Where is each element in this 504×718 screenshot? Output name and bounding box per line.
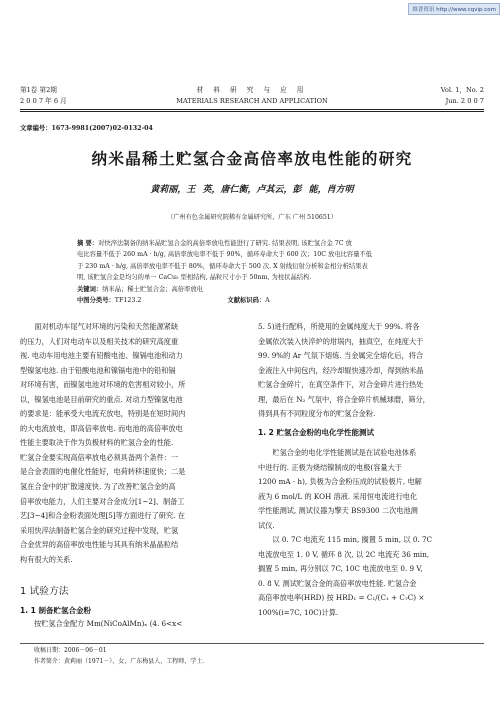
publication-date-label: 2 0 0 7 年 6 月: [20, 97, 67, 105]
abstract-line-3: 于 230 mA · h/g, 高倍率放电率不低于 80%，循环寿命大于 500 次. X 射线衍射分析和金相分析结果表: [77, 262, 368, 270]
test-paragraph: 贮氢合金的电化学性能测试是在试验电池体系 中进行的. 正极为烧结镍制成的电极(容量大于 1200 mA · h), 负极为合金粉压成的试验极片, 电解 液为 6 mol/L 的 KOH 溶液. 采用恒电流进行电化 学性能测试, 测试仪器为擎天 BS9300 二次电池测 试仪. 以 0. 7C 电流充 115 min, 搁置 5 min, 以 0. 7C 电流放电至 1. 0 V, 循环 8 次, 以 2C 电流充 36 min, 搁置 5 min, 再分别以 7C, 10C 电流放电至 0. 9 V, 0. 8 V, 测试贮氢合金的高倍率放电性能. 贮氢合金 高倍率放电率(HRD) 按 HRD₁ = C₁/(C₁ + C₇C) × 100%(i=7C, 10C)计算.: [258, 448, 433, 618]
section-1-heading: 1 试验方法: [20, 586, 69, 597]
intro-paragraph: 面对机动车尾气对环境的污染和天然能源紧缺 的压力，人们对电动车以及相关技术的研究高度重 视. 电动车用电池主要有铅酸电池、镍镉电池和动力 型镍氢电池. 由于铅酸电池和镍镉电池中的铅和镉 对环境有害，而镍氢电池对环境的危害相对较小，所 以，镍氢电池是目前研究的重点. 对动力型镍氢电池 的要求是：能承受大电流充放电，特别是在短时间内 的大电流放电，即高倍率放电. 而电池的高倍率放电 性能主要取决于作为负极材料的贮氢合金的性能. 贮氢合金要实现高倍率放电必须具备两个条件：一 是合金表面的电催化性能好，电荷转移速度快；二是 氢在合金中的扩散速度快. 为了改善贮氢合金的高 倍率放电能力，人们主要对合金成分[1~2]、制备工 艺[3~4]和合金粉表面处理[5]等方面进行了研究. 在 采用快淬法制备贮氢合金的研究过程中发现，贮氢 合金优异的高倍率放电性能与其具有纳米晶晶粒结 构有很大的关系.: [20, 322, 186, 564]
abstract-line-4: 明, 该贮氢合金是均匀的单一 CaCu₅ 型相结构, 晶粒尺寸小于 50nm, 为柱状晶结构.: [77, 274, 312, 282]
footnote-author-bio: 作者简介：黄莉丽（1971－），女，广东梅县人，工程师，学士.: [34, 658, 205, 665]
keywords-label: 关键词：: [77, 285, 103, 293]
volume-issue-label: 第1卷 第2期: [20, 86, 57, 94]
author-list: 黄莉丽，王 英，唐仁衡，卢其云，彭 能，肖方明: [150, 185, 354, 195]
abstract-line-1: 摘 要：对快淬法制备的纳米晶贮氢合金的高倍率放电性能进行了研究. 结果表明, 该贮氢合金 7C 放: [77, 240, 352, 247]
keywords-line: [77, 284, 433, 295]
classification-label: 中图分类号：: [77, 297, 115, 305]
section-1-1-heading: 1. 1 制备贮氢合金粉: [20, 606, 92, 615]
journal-name-cn: 材 料 研 究 与 应 用: [196, 86, 308, 94]
volume-issue-en: Vol. 1，No. 2: [440, 86, 484, 94]
footnote-received: 收稿日期：2006－06－01: [34, 647, 107, 654]
section-1-1-text: 按贮氢合金配方 Mm(NiCoAlMn)ₓ (4. 6<x<: [34, 619, 183, 628]
header-rule-bottom: [20, 111, 484, 112]
document-code: A: [265, 297, 270, 305]
abstract-line-2: 电比容量不低于 260 mA · h/g, 高倍率放电率不低于 90%，循环寿命大于 600 次；10C 放电比容量不低: [77, 251, 373, 259]
affiliation: （广州有色金属研究院稀有金属研究所，广东 广州 510651）: [167, 214, 337, 221]
abstract-label: 摘 要：: [77, 240, 99, 247]
header-rule-top: [20, 109, 484, 110]
abstract-block: [77, 238, 433, 306]
paper-title: 纳米晶稀土贮氢合金高倍率放电性能的研究: [91, 150, 413, 168]
publication-date-en: Jun. 2 0 0 7: [445, 97, 484, 105]
article-number: 文章编号：1673-9981(2007)02-0132-04: [20, 125, 153, 132]
journal-name-en: MATERIALS RESEARCH AND APPLICATION: [176, 97, 328, 105]
classification-line: [77, 295, 433, 306]
method-paragraph: 5. 5)进行配料，所使用的金属纯度大于 99%. 将各 金属依次装入快淬炉的坩埚内，抽真空，在纯度大于 99. 9%的 Ar 气氛下熔炼. 当金属完全熔化后，将合 金液注入中间包内，经冷却辊快速冷却，得到纳米晶 贮氢合金碎片，在真空条件下，对合金碎片进行热处 理，最后在 N₂ 气氛中，将合金碎片机械球磨，筛分， 得到具有不同粒度分布的贮氢合金粉.: [258, 322, 430, 419]
watermark-banner[interactable]: 维普资讯 http://www.cqvip.com: [408, 3, 500, 15]
footnote-rule: [20, 643, 484, 644]
document-code-label: 文献标识码：: [227, 297, 266, 305]
section-1-2-heading: 1. 2 贮氢合金粉的电化学性能测试: [258, 428, 375, 437]
keywords-text: 纳米晶；稀土贮氢合金；高倍率放电: [102, 285, 203, 293]
classification-code: TF123.2: [114, 297, 142, 305]
